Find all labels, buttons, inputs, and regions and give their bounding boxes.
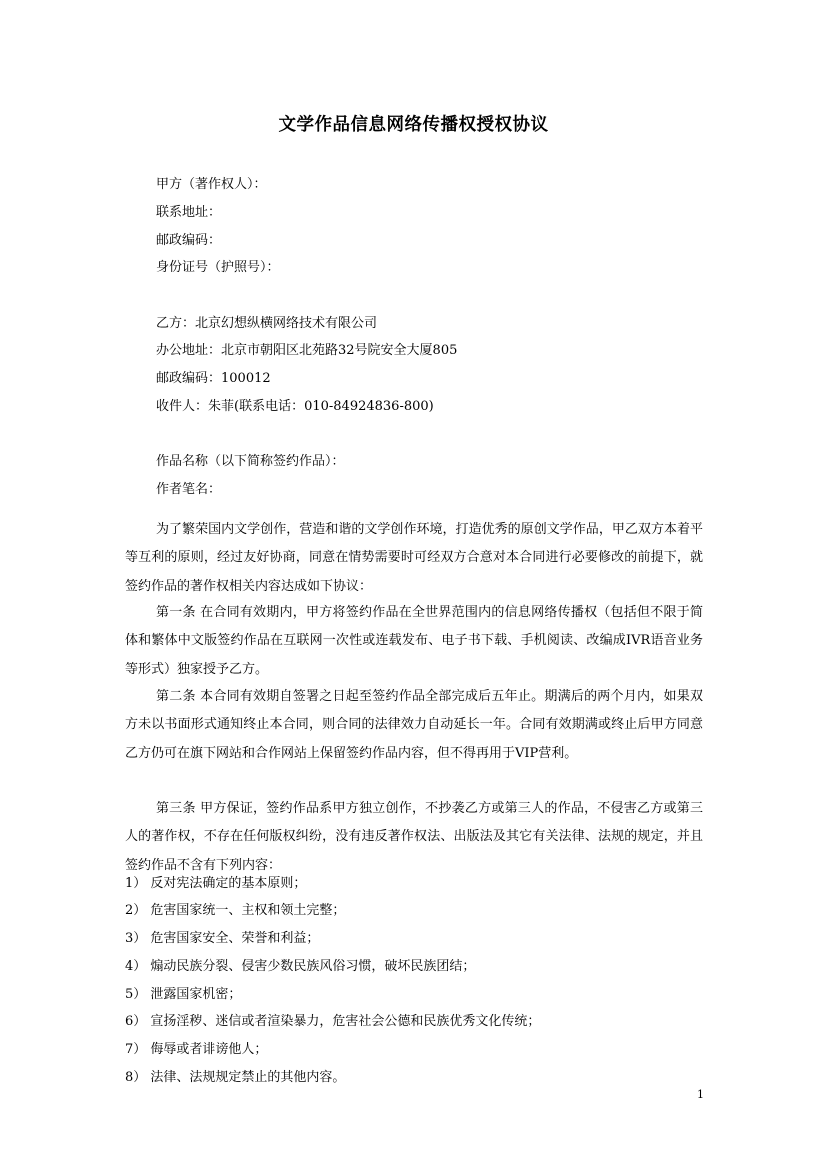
prohibited-item: 7） 侮辱或者诽谤他人；	[125, 1042, 268, 1057]
prohibited-item: 3） 危害国家安全、荣誉和利益；	[125, 931, 320, 946]
party-b-postcode: 邮政编码：100012	[156, 371, 271, 386]
article-1-paragraph: 第一条 在合同有效期内，甲方将签约作品在全世界范围内的信息网络传播权（包括但不限于简体和繁体中文版签约作品在互联网一次性或连载发布、电子书下载、手机阅读、改编成IVR语音业务等形式）独家授予乙方。	[125, 605, 703, 677]
page-number: 1	[697, 1088, 704, 1101]
document-title: 文学作品信息网络传播权授权协议	[278, 115, 549, 135]
prohibited-item: 2） 危害国家统一、主权和领土完整；	[125, 903, 346, 918]
prohibited-item: 6） 宣扬淫秽、迷信或者渲染暴力，危害社会公德和民族优秀文化传统；	[125, 1014, 541, 1029]
party-a-name-label: 甲方（著作权人）：	[156, 177, 267, 192]
party-b-recipient: 收件人：朱菲(联系电话：010-84924836-800)	[156, 399, 434, 414]
prohibited-item: 8） 法律、法规规定禁止的其他内容。	[125, 1070, 346, 1085]
prohibited-item: 4） 煽动民族分裂、侵害少数民族风俗习惯，破坏民族团结；	[125, 959, 476, 974]
party-a-id-label: 身份证号（护照号）：	[156, 260, 280, 275]
article-3-paragraph: 第三条 甲方保证，签约作品系甲方独立创作，不抄袭乙方或第三人的作品，不侵害乙方或第三人的著作权，不存在任何版权纠纷，没有违反著作权法、出版法及其它有关法律、法规的规定，并且签约作品不含有下列内容：	[125, 801, 703, 873]
prohibited-item: 1） 反对宪法确定的基本原则；	[125, 876, 307, 891]
party-b-name: 乙方：北京幻想纵横网络技术有限公司	[156, 316, 378, 331]
work-pen-name-label: 作者笔名：	[156, 482, 222, 497]
prohibited-item: 5） 泄露国家机密；	[125, 987, 242, 1002]
article-2-paragraph: 第二条 本合同有效期自签署之日起至签约作品全部完成后五年止。期满后的两个月内，如果双方未以书面形式通知终止本合同，则合同的法律效力自动延长一年。合同有效期满或终止后甲方同意乙方仍可在旗下网站和合作网站上保留签约作品内容，但不得再用于VIP营利。	[125, 689, 703, 761]
preamble-paragraph: 为了繁荣国内文学创作，营造和谐的文学创作环境，打造优秀的原创文学作品，甲乙双方本着平等互利的原则，经过友好协商，同意在情势需要时可经双方合意对本合同进行必要修改的前提下，就签约作品的著作权相关内容达成如下协议：	[125, 522, 703, 594]
party-a-postcode-label: 邮政编码：	[156, 233, 222, 248]
work-name-label: 作品名称（以下简称签约作品）：	[156, 454, 345, 469]
party-a-address-label: 联系地址：	[156, 205, 222, 220]
party-b-address: 办公地址：北京市朝阳区北苑路32号院安全大厦805	[156, 343, 458, 358]
